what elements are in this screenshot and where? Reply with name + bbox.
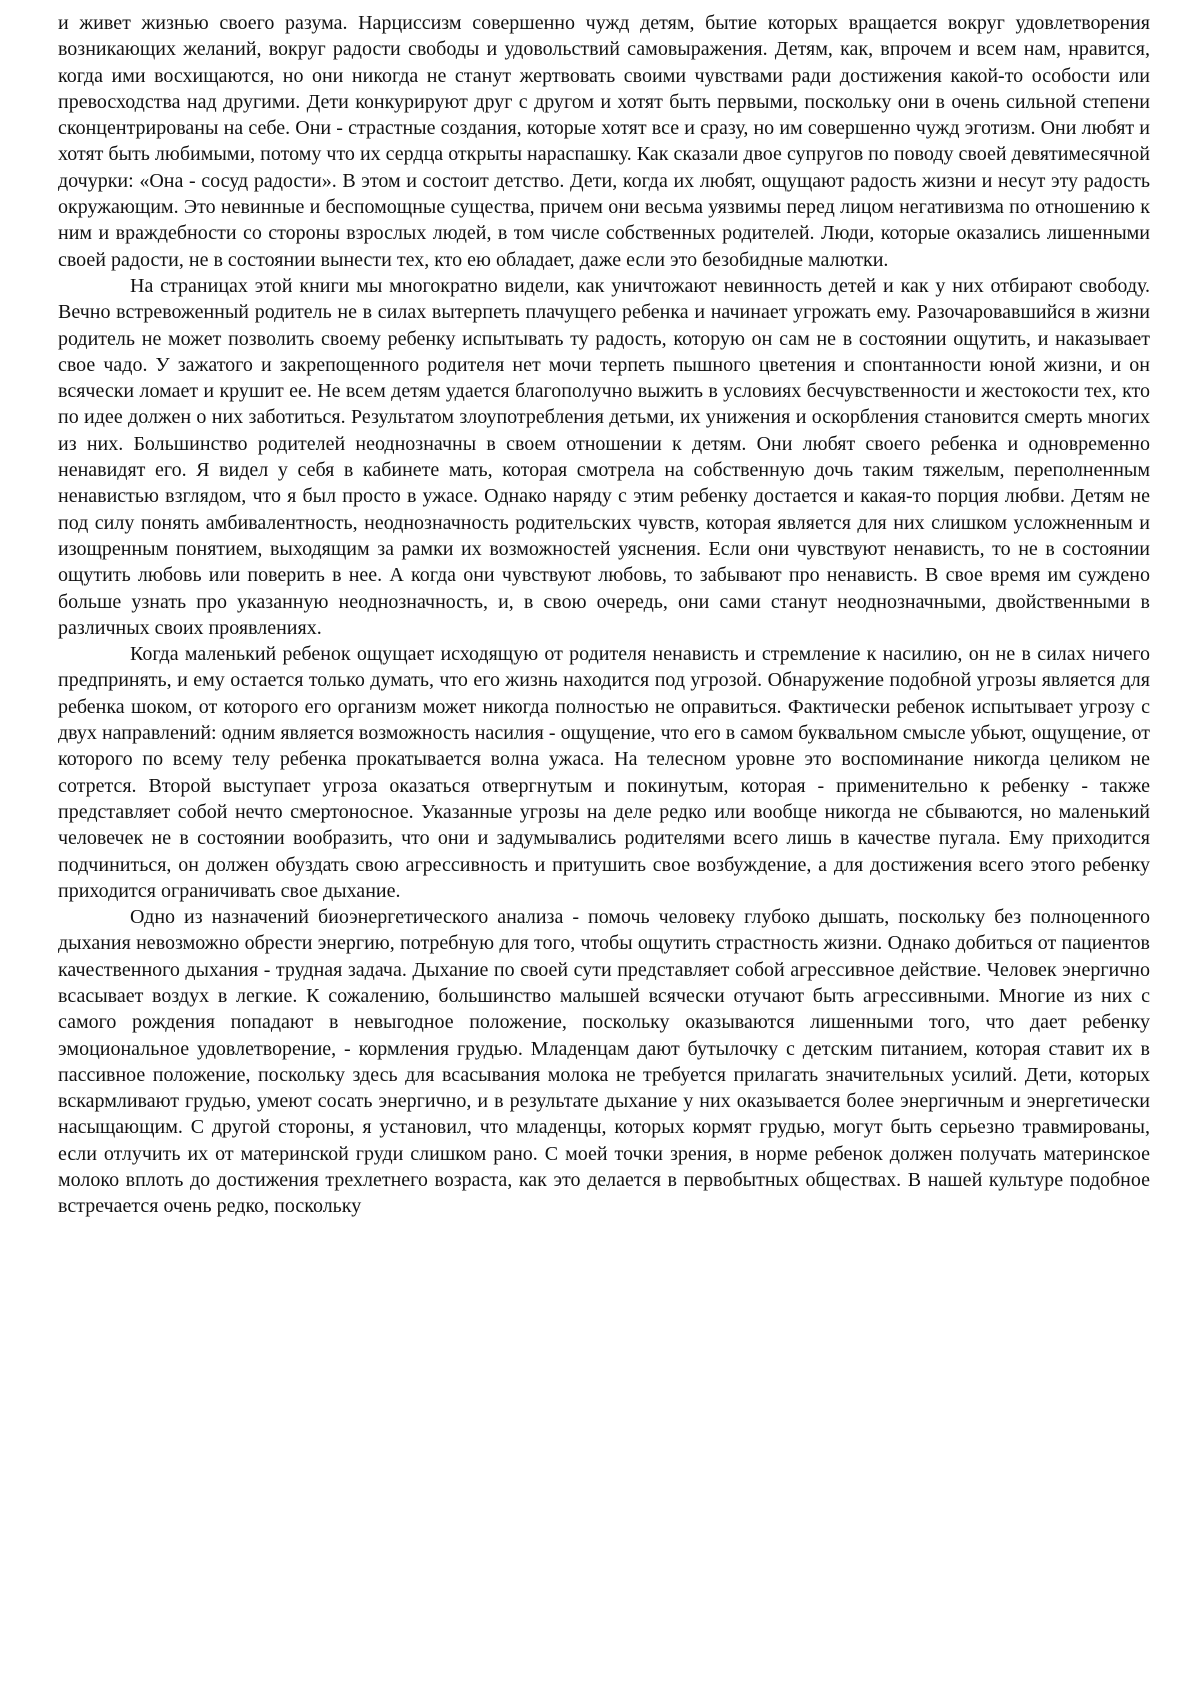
paragraph: Одно из назначений биоэнергетического анализа - помочь человеку глубоко дышать, поскольку без полноценного дыхания невозможно обрести энергию, потребную для того, чтобы ощутить страстность жизни. Однако добиться от пациентов качественного дыхания - трудная задача. Дыхание по своей сути представляет собой агрессивное действие. Человек энергично всасывает воздух в легкие. К сожалению, большинство малышей всячески отучают быть агрессивными. Многие из них с самого рождения попадают в невыгодное положение, поскольку оказываются лишенными того, что дает ребенку эмоциональное удовлетворение, - кормления грудью. Младенцам дают бутылочку с детским питанием, которая ставит их в пассивное положение, поскольку здесь для всасывания молока не требуется прилагать значительных усилий. Дети, которых вскармливают грудью, умеют сосать энергично, и в результате дыхание у них оказывается более энергичным и энергетически насыщающим. С другой стороны, я установил, что младенцы, которых кормят грудью, могут быть серьезно травмированы, если отлучить их от материнской груди слишком рано. С моей точки зрения, в норме ребенок должен получать материнское молоко вплоть до достижения трехлетнего возраста, как это делается в первобытных обществах. В нашей культуре подобное встречается очень редко, поскольку [58, 906, 1150, 1218]
paragraph: Когда маленький ребенок ощущает исходящую от родителя ненависть и стремление к насилию, он не в силах ничего предпринять, и ему остается только думать, что его жизнь находится под угрозой. Обнаружение подобной угрозы является для ребенка шоком, от которого его организм может никогда полностью не оправиться. Фактически ребенок испытывает угрозу с двух направлений: одним является возможность насилия - ощущение, что его в самом буквальном смысле убьют, ощущение, от которого по всему телу ребенка прокатывается волна ужаса. На телесном уровне это воспоминание никогда целиком не сотрется. Второй выступает угроза оказаться отвергнутым и покинутым, которая - применительно к ребенку - также представляет собой нечто смертоносное. Указанные угрозы на деле редко или вообще никогда не сбываются, но маленький человечек не в состоянии вообразить, что они и задумывались родителями всего лишь в качестве пугала. Ему приходится подчиниться, он должен обуздать свою агрессивность и притушить свое возбуждение, а для достижения всего этого ребенку приходится ограничивать свое дыхание. [58, 643, 1150, 902]
paragraph: На страницах этой книги мы многократно видели, как уничтожают невинность детей и как у них отбирают свободу. Вечно встревоженный родитель не в силах вытерпеть плачущего ребенка и начинает угрожать ему. Разочаровавшийся в жизни родитель не может позволить своему ребенку испытывать ту радость, которую он сам не в состоянии ощутить, и наказывает свое чадо. У зажатого и закрепощенного родителя нет мочи терпеть пышного цветения и спонтанности юной жизни, и он всячески ломает и крушит ее. Не всем детям удается благополучно выжить в условиях бесчувственности и жестокости тех, кто по идее должен о них заботиться. Результатом злоупотребления детьми, их унижения и оскорбления становится смерть многих из них. Большинство родителей неоднозначны в своем отношении к детям. Они любят своего ребенка и одновременно ненавидят его. Я видел у себя в кабинете мать, которая смотрела на собственную дочь таким тяжелым, переполненным ненавистью взглядом, что я был просто в ужасе. Однако наряду с этим ребенку достается и какая-то порция любви. Детям не под силу понять амбивалентность, неоднозначность родительских чувств, которая является для них слишком усложненным и изощренным понятием, выходящим за рамки их возможностей уяснения. Если они чувствуют ненависть, то не в состоянии ощутить любовь или поверить в нее. А когда они чувствуют любовь, то забывают про ненависть. В свое время им суждено больше узнать про указанную неоднозначность, и, в свою очередь, они сами станут неоднозначными, двойственными в различных своих проявлениях. [58, 274, 1150, 639]
paragraph-continuation: и живет жизнью своего разума. Нарциссизм совершенно чужд детям, бытие которых вращается вокруг удовлетворения возникающих желаний, вокруг радости свободы и удовольствий самовыражения. Детям, как, впрочем и всем нам, нравится, когда ими восхищаются, но они никогда не станут жертвовать своими чувствами ради достижения какой-то особости или превосходства над другими. Дети конкурируют друг с другом и хотят быть первыми, поскольку они в очень сильной степени сконцентрированы на себе. Они - страстные создания, которые хотят все и сразу, но им совершенно чужд эготизм. Они любят и хотят быть любимыми, потому что их сердца открыты нараспашку. Как сказали двое супругов по поводу своей девятимесячной дочурки: «Она - сосуд радости». В этом и состоит детство. Дети, когда их любят, ощущают радость жизни и несут эту радость окружающим. Это невинные и беспомощные существа, причем они весьма уязвимы перед лицом негативизма по отношению к ним и враждебности со стороны взрослых людей, в том числе собственных родителей. Люди, которые оказались лишенными своей радости, не в состоянии вынести тех, кто ею обладает, даже если это безобидные малютки. [58, 12, 1150, 271]
document-page [58, 10, 1150, 1220]
